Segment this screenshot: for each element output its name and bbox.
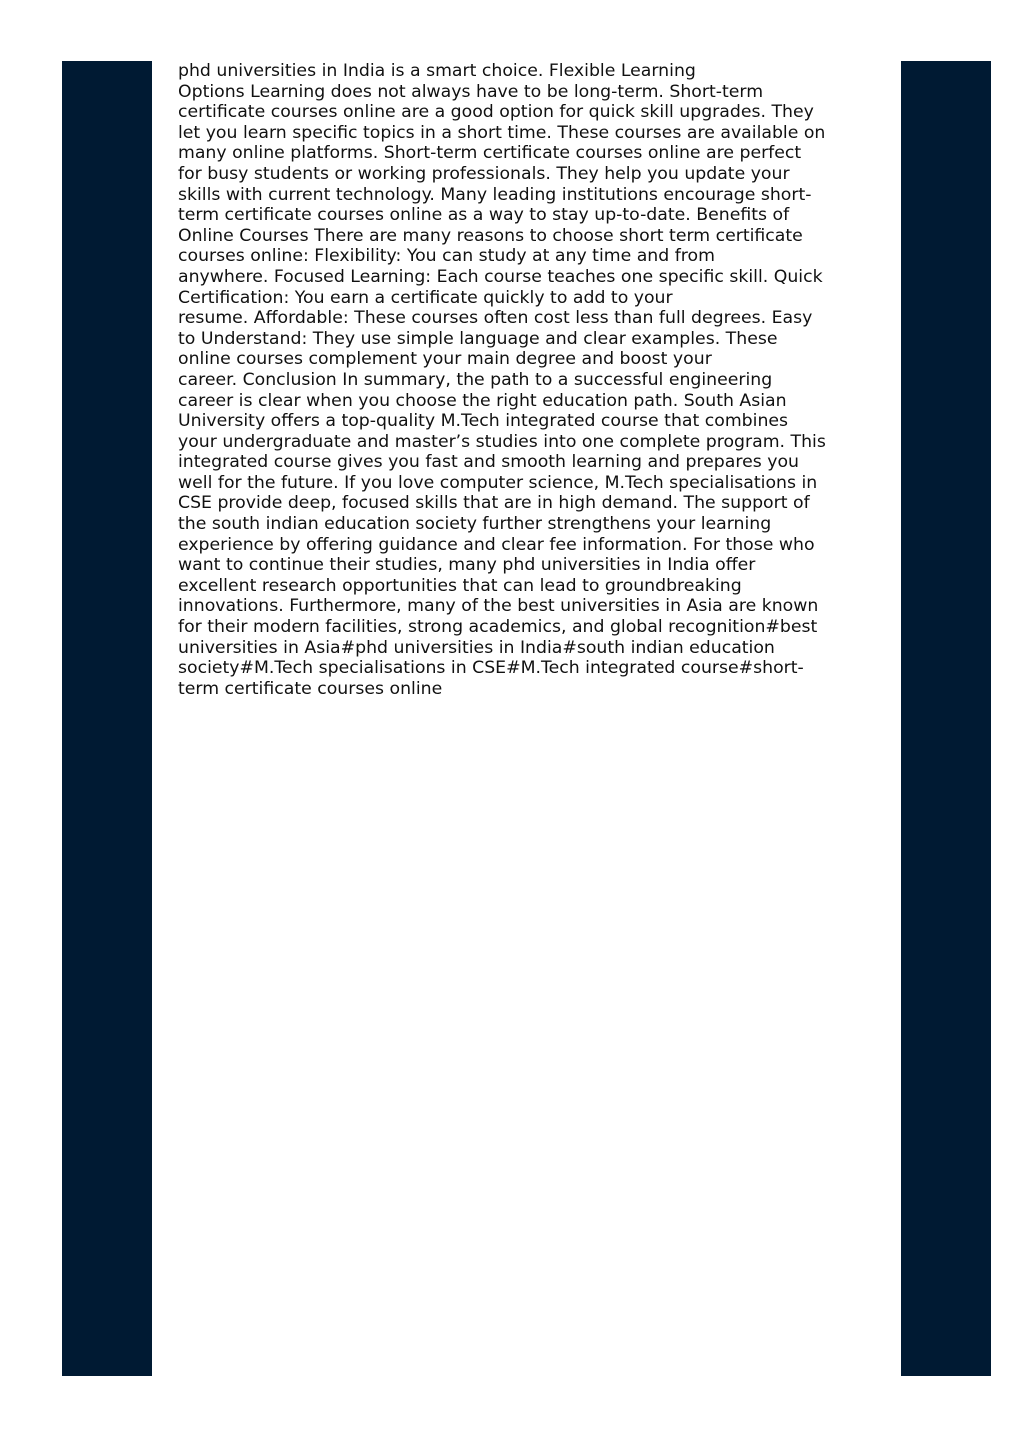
text-line: to Understand: They use simple language and clear examples. These (178, 328, 778, 349)
text-line: term certificate courses online as a way to stay up-to-date. Benefits of (178, 205, 790, 226)
text-line: innovations. Furthermore, many of the best universities in Asia are known (178, 596, 819, 617)
text-line: society#M.Tech specialisations in CSE#M.Tech integrated course#short- (178, 658, 804, 679)
text-line: term certificate courses online (178, 678, 443, 699)
text-line: CSE provide deep, focused skills that are in high demand. The support of (178, 493, 810, 514)
text-line: skills with current technology. Many leading institutions encourage short- (178, 184, 812, 205)
text-line: excellent research opportunities that can lead to groundbreaking (178, 575, 742, 596)
text-line: universities in Asia#phd universities in India#south indian education (178, 637, 775, 658)
right-side-bar (901, 61, 991, 1376)
text-line: Online Courses There are many reasons to choose short term certificate (178, 225, 803, 246)
text-line: your undergraduate and master’s studies into one complete program. This (178, 431, 826, 452)
text-line: integrated course gives you fast and smooth learning and prepares you (178, 452, 799, 473)
text-line: online courses complement your main degree and boost your (178, 349, 712, 370)
text-line: University offers a top-quality M.Tech integrated course that combines (178, 411, 789, 432)
text-line: Certification: You earn a certificate quickly to add to your (178, 287, 673, 308)
text-line: experience by offering guidance and clear fee information. For those who (178, 534, 815, 555)
left-side-bar (62, 61, 152, 1376)
text-line: courses online: Flexibility: You can study at any time and from (178, 246, 715, 267)
text-line: for busy students or working professionals. They help you update your (178, 163, 790, 184)
text-line: many online platforms. Short-term certificate courses online are perfect (178, 143, 802, 164)
text-line: career is clear when you choose the right education path. South Asian (178, 390, 787, 411)
text-line: anywhere. Focused Learning: Each course teaches one specific skill. Quick (178, 266, 823, 287)
text-line: certificate courses online are a good option for quick skill upgrades. They (178, 102, 814, 123)
text-line: phd universities in India is a smart choice. Flexible Learning (178, 61, 696, 81)
text-line: the south indian education society further strengthens your learning (178, 514, 772, 535)
text-line: let you learn specific topics in a short time. These courses are available on (178, 122, 826, 143)
document-body-text (178, 61, 883, 699)
text-line: want to continue their studies, many phd universities in India offer (178, 555, 756, 576)
text-line: resume. Affordable: These courses often cost less than full degrees. Easy (178, 308, 813, 329)
text-line: Options Learning does not always have to be long-term. Short-term (178, 81, 764, 102)
text-line: for their modern facilities, strong academics, and global recognition#best (178, 617, 818, 638)
text-line: career. Conclusion In summary, the path to a successful engineering (178, 369, 773, 390)
text-line: well for the future. If you love computer science, M.Tech specialisations in (178, 472, 818, 493)
